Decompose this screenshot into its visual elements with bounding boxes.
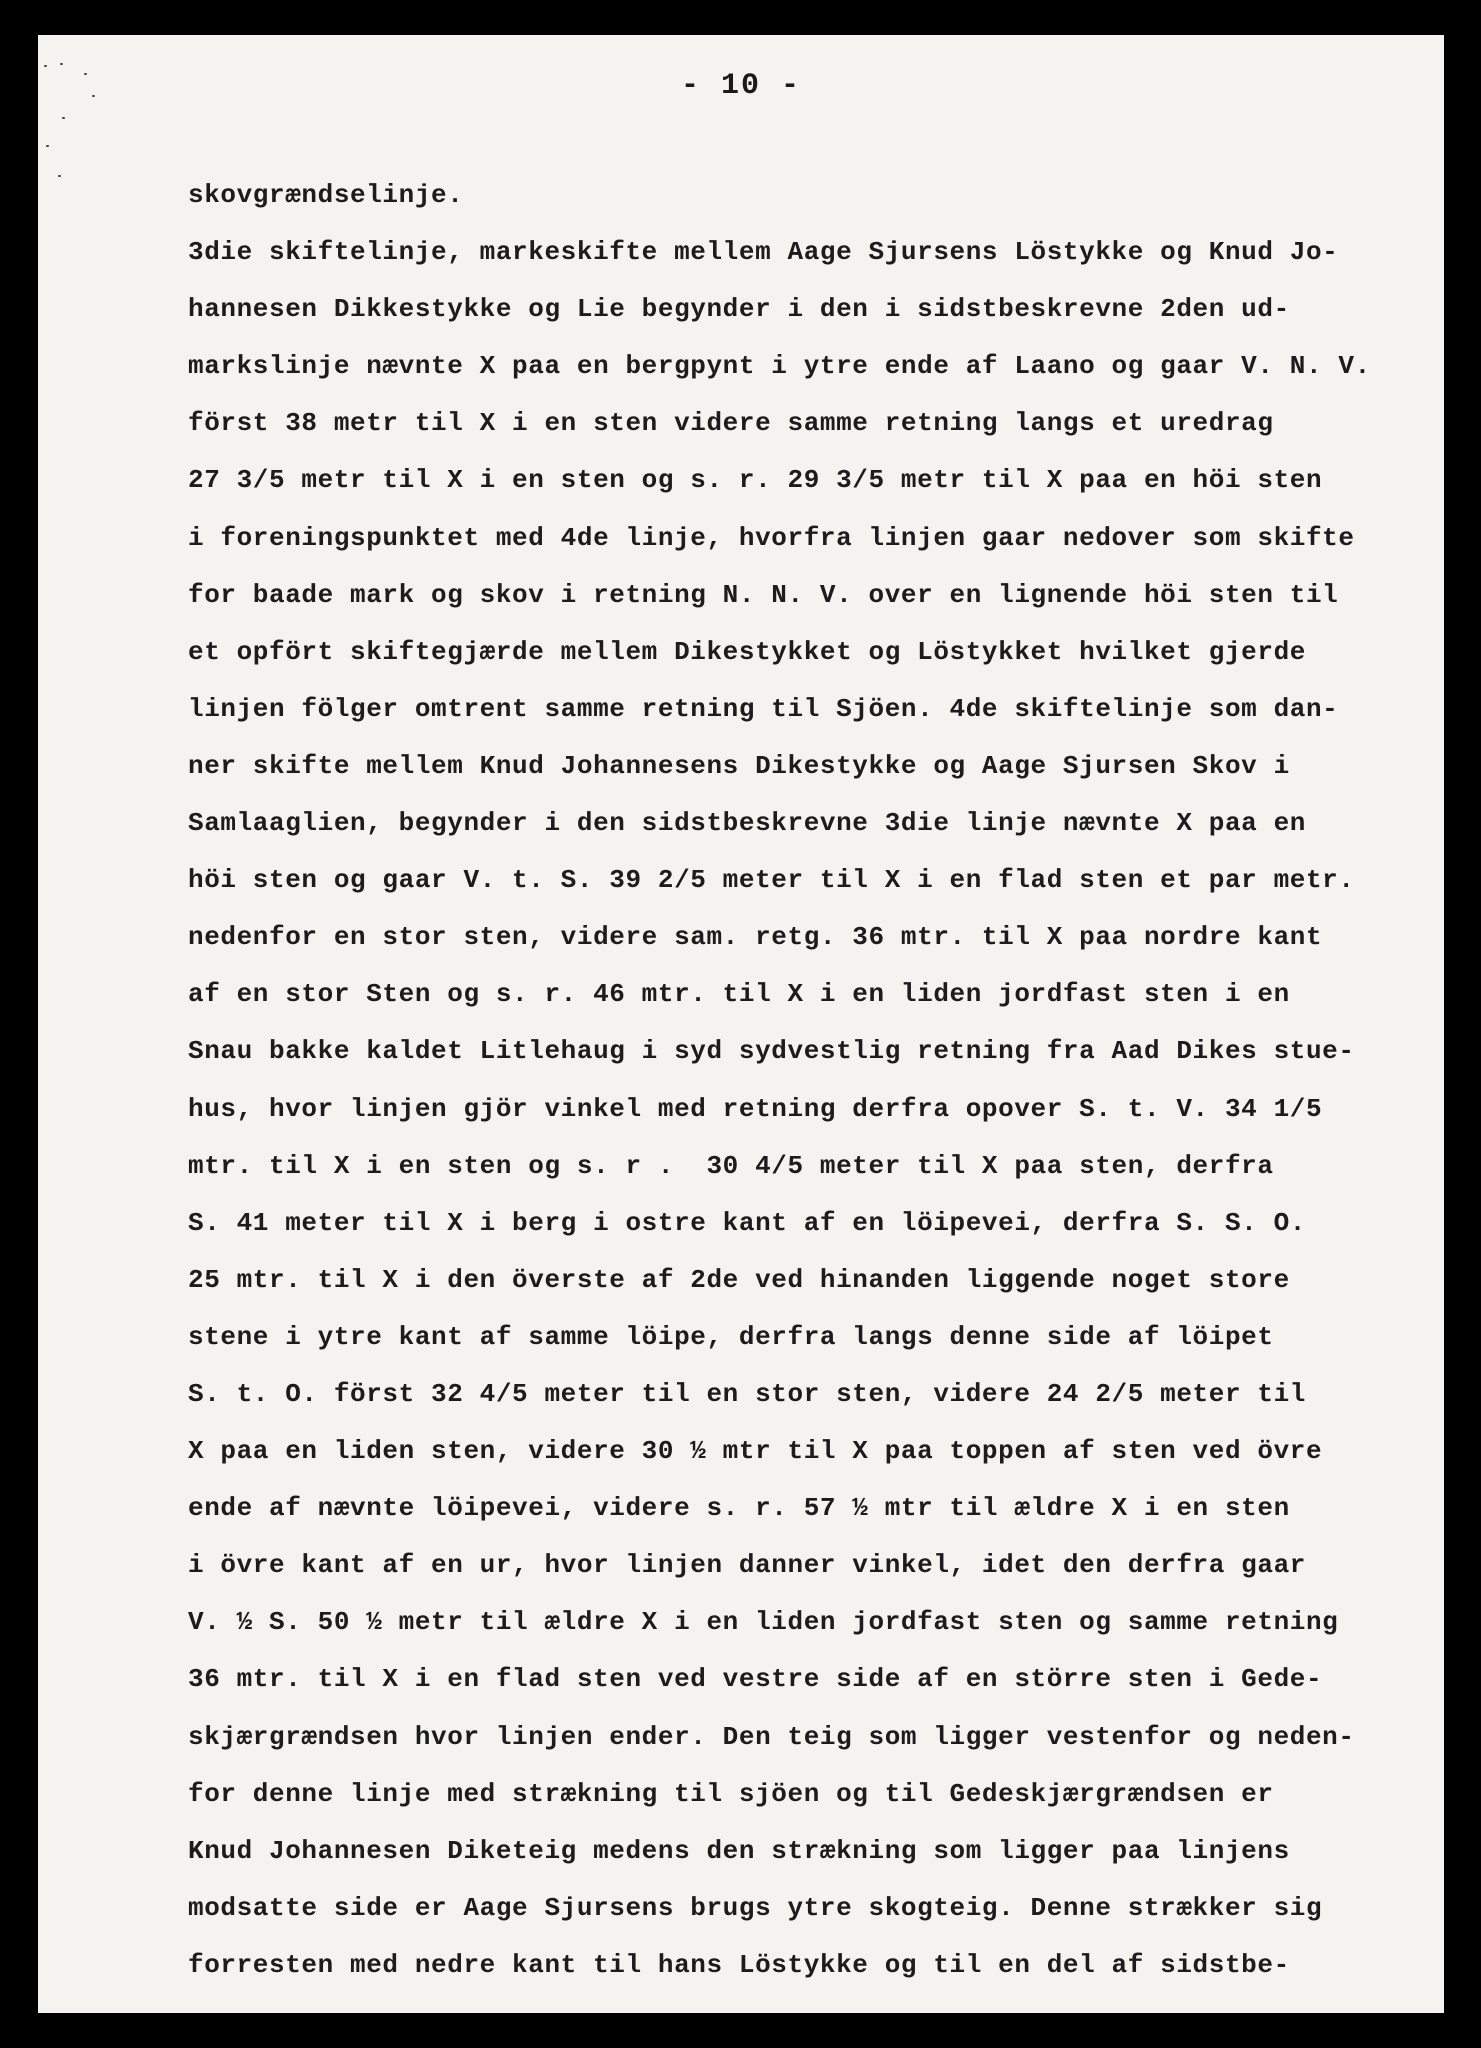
text-line: mtr. til X i en sten og s. r . 30 4/5 meter til X paa sten, derfra — [188, 1150, 1274, 1181]
text-line: i foreningspunktet med 4de linje, hvorfra linjen gaar nedover som skifte — [188, 522, 1355, 553]
text-line: af en stor Sten og s. r. 46 mtr. til X i en liden jordfast sten i en — [188, 979, 1290, 1010]
text-line: 3die skiftelinje, markeskifte mellem Aage Sjursens Löstykke og Knud Jo- — [188, 237, 1339, 268]
text-line: modsatte side er Aage Sjursens brugs ytre skogteig. Denne strækker sig — [188, 1892, 1323, 1923]
text-line: 36 mtr. til X i en flad sten ved vestre side af en större sten i Gede- — [188, 1664, 1323, 1695]
text-line: linjen fölger omtrent samme retning til Sjöen. 4de skiftelinje som dan- — [188, 693, 1339, 724]
text-line: S. t. O. först 32 4/5 meter til en stor sten, videre 24 2/5 meter til — [188, 1378, 1306, 1409]
text-line: först 38 metr til X i en sten videre samme retning langs et uredrag — [188, 408, 1274, 439]
text-line: skjærgrændsen hvor linjen ender. Den teig som ligger vestenfor og neden- — [188, 1721, 1355, 1752]
text-line: 25 mtr. til X i den överste af 2de ved hinanden liggende noget store — [188, 1264, 1290, 1295]
text-line: S. 41 meter til X i berg i ostre kant af en löipevei, derfra S. S. O. — [188, 1207, 1306, 1238]
text-line: skovgrændselinje. — [188, 180, 464, 210]
text-line: Samlaaglien, begynder i den sidstbeskrevne 3die linje nævnte X paa en — [188, 808, 1306, 839]
page-number: - 10 - — [680, 69, 802, 103]
text-line: for denne linje med strækning til sjöen og til Gedeskjærgrændsen er — [188, 1778, 1274, 1809]
text-line: Knud Johannesen Diketeig medens den strækning som ligger paa linjens — [188, 1835, 1290, 1866]
text-line: et opfört skiftegjærde mellem Dikestykket og Löstykket hvilket gjerde — [188, 636, 1306, 667]
text-line: Snau bakke kaldet Litlehaug i syd sydvestlig retning fra Aad Dikes stue- — [188, 1036, 1355, 1067]
text-line: ende af nævnte löipevei, videre s. r. 57 ½ mtr til ældre X i en sten — [188, 1493, 1290, 1524]
text-line: ner skifte mellem Knud Johannesens Dikestykke og Aage Sjursen Skov i — [188, 750, 1290, 781]
document-page — [38, 35, 1444, 2013]
text-line: X paa en liden sten, videre 30 ½ mtr til X paa toppen af sten ved övre — [188, 1436, 1323, 1467]
text-line: 27 3/5 metr til X i en sten og s. r. 29 3/5 metr til X paa en höi sten — [188, 465, 1323, 496]
text-line: hannesen Dikkestykke og Lie begynder i den i sidstbeskrevne 2den ud- — [188, 294, 1290, 325]
text-line: for baade mark og skov i retning N. N. V. over en lignende höi sten til — [188, 579, 1339, 610]
text-line: i övre kant af en ur, hvor linjen danner vinkel, idet den derfra gaar — [188, 1550, 1306, 1581]
text-line: hus, hvor linjen gjör vinkel med retning derfra opover S. t. V. 34 1/5 — [188, 1093, 1323, 1124]
text-line: forresten med nedre kant til hans Löstykke og til en del af sidstbe- — [188, 1949, 1290, 1980]
text-line: höi sten og gaar V. t. S. 39 2/5 meter til X i en flad sten et par metr. — [188, 865, 1355, 896]
text-line: nedenfor en stor sten, videre sam. retg. 36 mtr. til X paa nordre kant — [188, 922, 1323, 953]
text-line: V. ½ S. 50 ½ metr til ældre X i en liden jordfast sten og samme retning — [188, 1607, 1339, 1638]
text-line: stene i ytre kant af samme löipe, derfra langs denne side af löipet — [188, 1321, 1274, 1352]
typewritten-body — [188, 167, 1418, 1994]
text-line: markslinje nævnte X paa en bergpynt i ytre ende af Laano og gaar V. N. V. — [188, 351, 1371, 382]
